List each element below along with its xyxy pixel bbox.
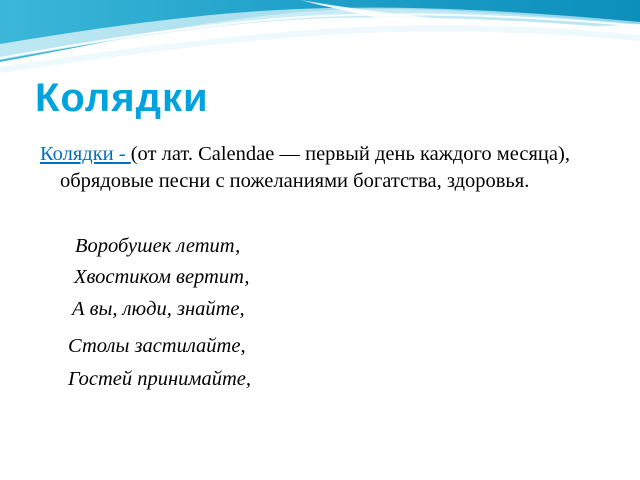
slide-title: Колядки (35, 76, 209, 120)
poem-line-4: Столы застилайте, (68, 335, 246, 357)
poem-line-2: Хвостиком вертит, (74, 266, 250, 288)
poem-line-5: Гостей принимайте, (68, 368, 252, 390)
poem-line-1: Воробушек летит, (75, 235, 241, 257)
definition-text: (от лат. Calendae — первый день каждого месяца), обрядовые песни с пожеланиями богатства, здоровья. (60, 143, 570, 192)
poem-line-3: А вы, люди, знайте, (72, 298, 245, 320)
definition-term: Колядки (40, 143, 114, 165)
definition-dash: - (118, 143, 126, 165)
wave-banner-decoration (0, 0, 640, 80)
definition-paragraph (40, 141, 580, 195)
